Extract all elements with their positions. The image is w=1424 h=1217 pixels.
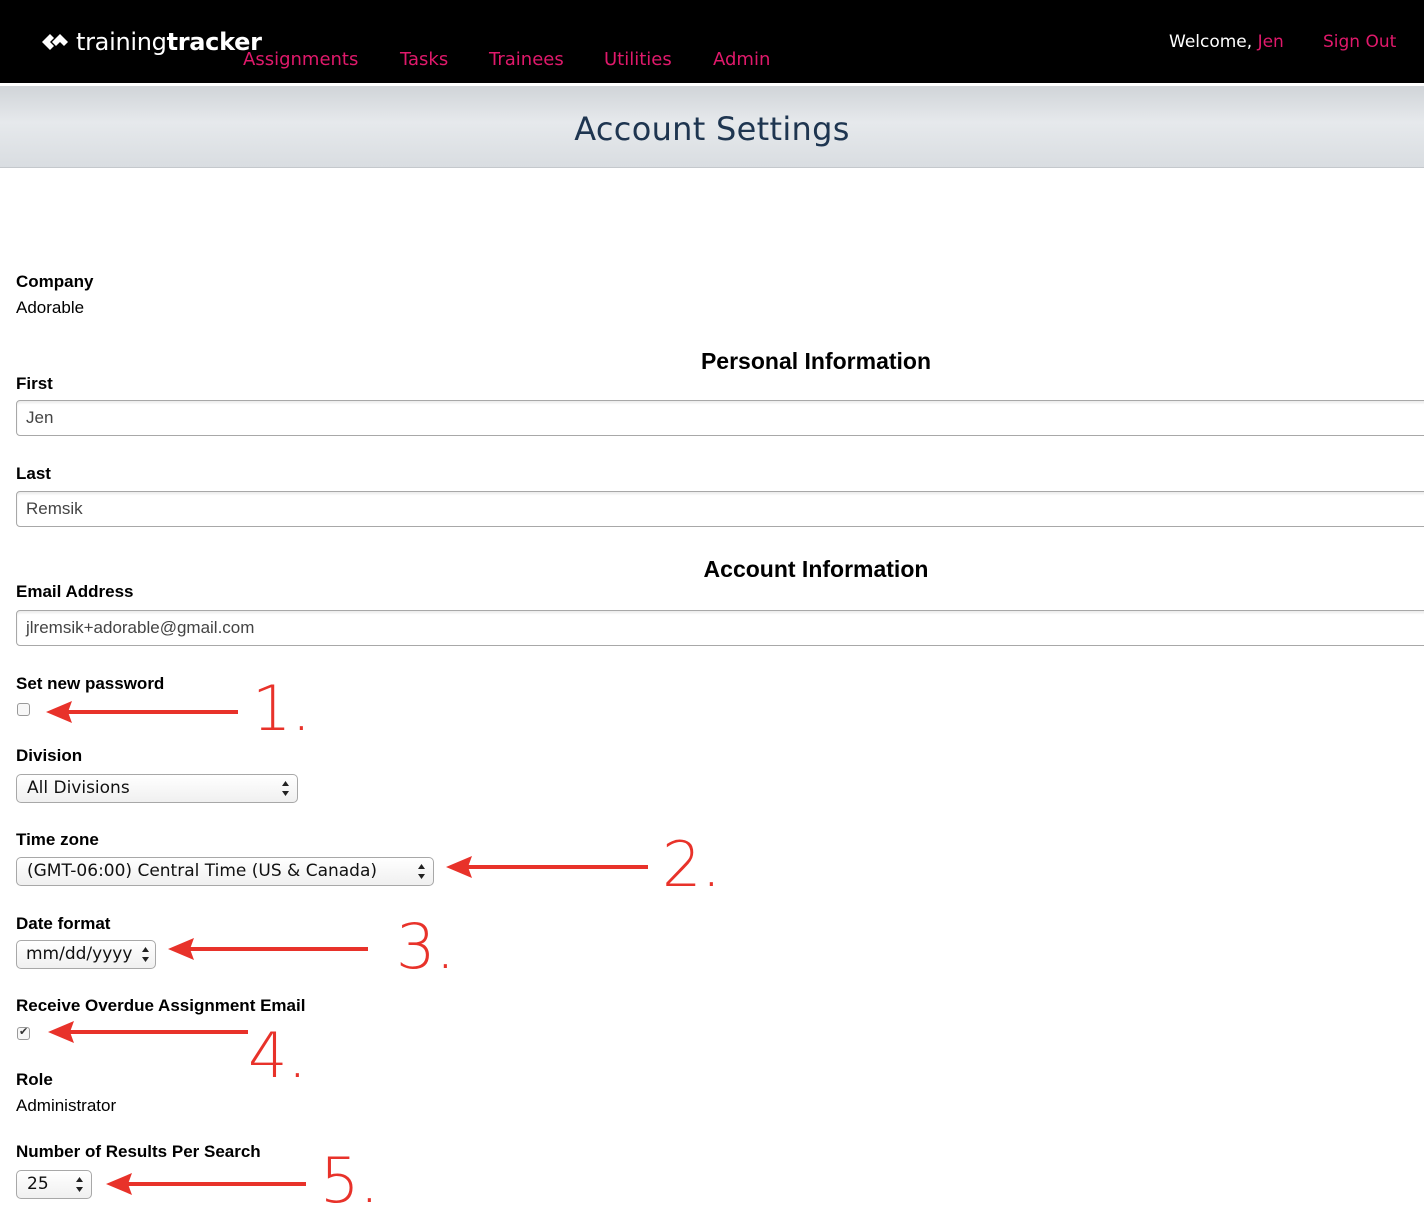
company-value: Adorable [16, 298, 85, 317]
trainingtracker-logo[interactable] [40, 26, 262, 58]
sign-out-link[interactable]: Sign Out [1323, 32, 1397, 52]
annotation-arrow-1 [44, 698, 240, 726]
select-arrows-icon [75, 1175, 84, 1194]
date-format-select-value: mm/dd/yyyy [26, 944, 133, 964]
company-label: Company [16, 272, 94, 291]
annotation-arrow-3 [166, 935, 370, 963]
select-arrows-icon [141, 945, 150, 964]
page-title: Account Settings [574, 110, 850, 148]
timezone-select[interactable] [16, 857, 434, 886]
annotation-arrow-4 [46, 1018, 250, 1046]
annotation-number-4: 4. [248, 1019, 308, 1092]
select-arrows-icon [417, 862, 426, 881]
annotation-number-5: 5. [320, 1144, 380, 1217]
last-name-label: Last [16, 464, 51, 483]
top-navigation-bar [0, 0, 1424, 83]
first-name-input[interactable]: Jen [16, 400, 1424, 436]
logo-chevron-icon [40, 31, 70, 53]
first-name-label: First [16, 374, 53, 393]
date-format-select[interactable] [16, 940, 156, 969]
annotation-arrow-5 [104, 1170, 308, 1198]
select-arrows-icon [281, 779, 290, 798]
role-label: Role [16, 1070, 53, 1089]
nav-admin[interactable]: Admin [713, 49, 771, 70]
role-value: Administrator [16, 1096, 117, 1115]
email-label: Email Address [16, 582, 134, 601]
last-name-input[interactable]: Remsik [16, 491, 1424, 527]
date-format-label: Date format [16, 914, 111, 933]
overdue-email-label: Receive Overdue Assignment Email [16, 996, 306, 1015]
results-per-search-label: Number of Results Per Search [16, 1142, 261, 1161]
welcome-user-link[interactable]: Jen [1257, 32, 1284, 52]
logo-text: trainingtracker [76, 28, 262, 56]
email-input[interactable]: jlremsik+adorable@gmail.com [16, 610, 1424, 646]
page-title-band [0, 86, 1424, 168]
overdue-email-checkbox[interactable] [17, 1027, 30, 1040]
annotation-number-1: 1. [252, 672, 312, 745]
personal-information-heading: Personal Information [700, 348, 932, 374]
annotation-arrow-2 [444, 853, 650, 881]
results-per-search-select[interactable] [16, 1170, 92, 1199]
set-password-checkbox[interactable] [17, 703, 30, 716]
results-per-search-value: 25 [27, 1174, 49, 1194]
division-select[interactable] [16, 774, 298, 803]
annotation-number-2: 2. [662, 828, 722, 901]
annotation-number-3: 3. [396, 910, 456, 983]
nav-assignments[interactable]: Assignments [243, 49, 359, 70]
division-select-value: All Divisions [27, 778, 130, 798]
welcome-message: Welcome, Jen [1169, 32, 1284, 52]
timezone-select-value: (GMT-06:00) Central Time (US & Canada) [27, 861, 378, 881]
set-password-label: Set new password [16, 674, 165, 693]
nav-tasks[interactable]: Tasks [400, 49, 449, 70]
nav-trainees[interactable]: Trainees [489, 49, 564, 70]
account-information-heading: Account Information [703, 556, 929, 582]
timezone-label: Time zone [16, 830, 99, 849]
division-label: Division [16, 746, 83, 765]
nav-utilities[interactable]: Utilities [604, 49, 672, 70]
